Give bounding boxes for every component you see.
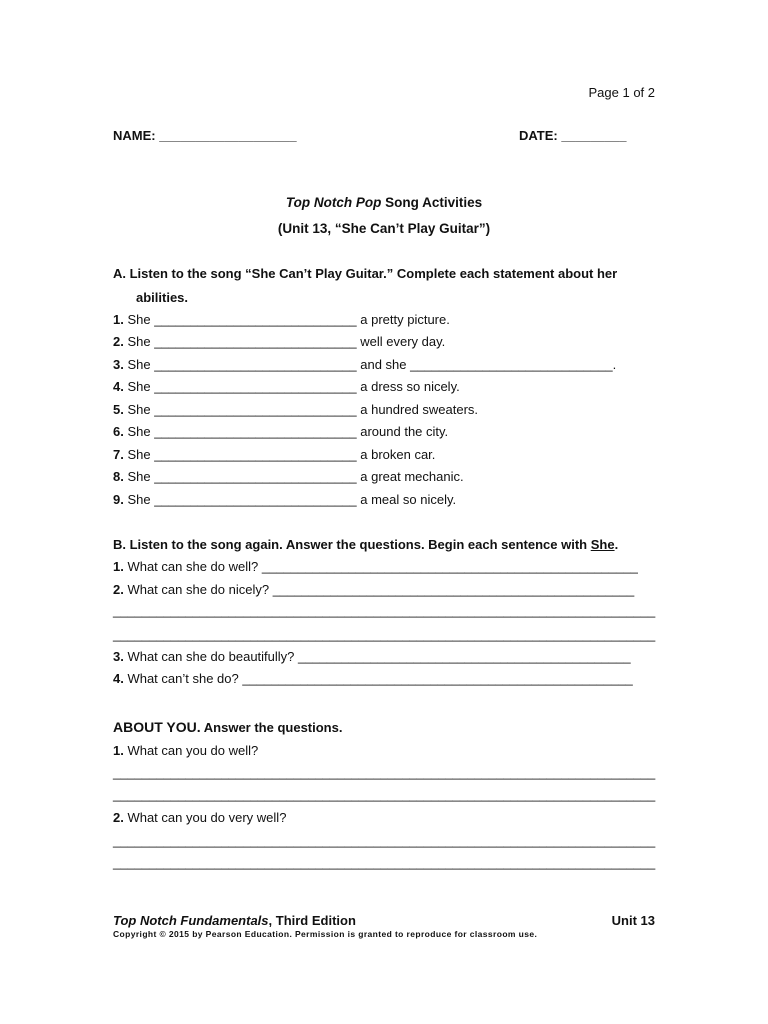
item-text: She ____________________________ a broken car.: [123, 447, 436, 462]
list-item: [113, 357, 616, 372]
question-text: What can’t she do? ______________________________________________________: [123, 671, 633, 686]
list-item: [113, 334, 445, 349]
answer-line: ___________________________________________________________________________: [113, 787, 656, 802]
list-item: [113, 424, 448, 439]
item-text: She ____________________________ a hundred sweaters.: [123, 402, 479, 417]
answer-line: ___________________________________________________________________________: [113, 855, 656, 870]
question-number: 1.: [113, 743, 124, 758]
item-number: 3.: [113, 357, 124, 372]
question-row: [113, 743, 258, 758]
name-field-label: NAME: ___________________: [113, 128, 297, 143]
list-item: [113, 379, 460, 394]
answer-line: ___________________________________________________________________________: [113, 603, 656, 618]
item-number: 2.: [113, 334, 124, 349]
answer-line: ___________________________________________________________________________: [113, 627, 656, 642]
item-number: 8.: [113, 469, 124, 484]
question-row: [113, 810, 286, 825]
question-number: 1.: [113, 559, 124, 574]
question-text: What can you do very well?: [123, 810, 287, 825]
item-number: 6.: [113, 424, 124, 439]
item-text: She ____________________________ a dress so nicely.: [123, 379, 460, 394]
section-b-heading: [113, 537, 618, 552]
page-number: Page 1 of 2: [588, 85, 655, 100]
item-text: She ____________________________ a pretty picture.: [123, 312, 450, 327]
item-number: 4.: [113, 379, 124, 394]
question-number: 4.: [113, 671, 124, 686]
item-text: She ____________________________ and she ____________________________.: [123, 357, 617, 372]
answer-line: ___________________________________________________________________________: [113, 833, 656, 848]
answer-line: ___________________________________________________________________________: [113, 765, 656, 780]
section-b-heading-text: B. Listen to the song again. Answer the questions. Begin each sentence with: [113, 537, 591, 552]
question-text: What can you do well?: [123, 743, 259, 758]
title-rest: Song Activities: [381, 195, 483, 210]
question-row: [113, 559, 638, 574]
page-title: [0, 195, 768, 210]
date-field-label: DATE: _________: [519, 128, 627, 143]
item-number: 1.: [113, 312, 124, 327]
item-text: She ____________________________ a great mechanic.: [123, 469, 464, 484]
list-item: [113, 492, 456, 507]
item-number: 5.: [113, 402, 124, 417]
question-row: [113, 582, 634, 597]
title-italic: Top Notch Pop: [285, 195, 382, 210]
question-row: [113, 649, 631, 664]
list-item: [113, 447, 435, 462]
item-text: She ____________________________ well every day.: [123, 334, 446, 349]
footer-book-title: [113, 913, 356, 928]
footer-unit: Unit 13: [611, 913, 655, 928]
question-number: 2.: [113, 810, 124, 825]
page-subtitle: (Unit 13, “She Can’t Play Guitar”): [277, 221, 491, 236]
about-you-heading: [113, 719, 342, 735]
question-text: What can she do beautifully? ______________________________________________: [123, 649, 631, 664]
question-text: What can she do well? ____________________________________________________: [123, 559, 638, 574]
footer-copyright: Copyright © 2015 by Pearson Education. Permission is granted to reproduce for classroom use.: [113, 929, 538, 939]
question-row: [113, 671, 633, 686]
list-item: [113, 469, 464, 484]
item-number: 9.: [113, 492, 124, 507]
section-b-heading-underlined: She: [590, 537, 615, 552]
question-number: 2.: [113, 582, 124, 597]
about-you-label: ABOUT YOU.: [113, 719, 201, 735]
about-you-instruction: Answer the questions.: [200, 720, 343, 735]
section-b-heading-period: .: [614, 537, 619, 552]
item-text: She ____________________________ around the city.: [123, 424, 449, 439]
question-number: 3.: [113, 649, 124, 664]
question-text: What can she do nicely? __________________________________________________: [123, 582, 635, 597]
section-a-heading: A. Listen to the song “She Can’t Play Guitar.” Complete each statement about her: [113, 266, 618, 281]
footer-book-italic: Top Notch Fundamentals: [113, 913, 269, 928]
section-a-heading-cont: abilities.: [136, 290, 189, 305]
list-item: [113, 312, 450, 327]
list-item: [113, 402, 478, 417]
item-number: 7.: [113, 447, 124, 462]
item-text: She ____________________________ a meal so nicely.: [123, 492, 457, 507]
footer-edition: , Third Edition: [268, 913, 356, 928]
